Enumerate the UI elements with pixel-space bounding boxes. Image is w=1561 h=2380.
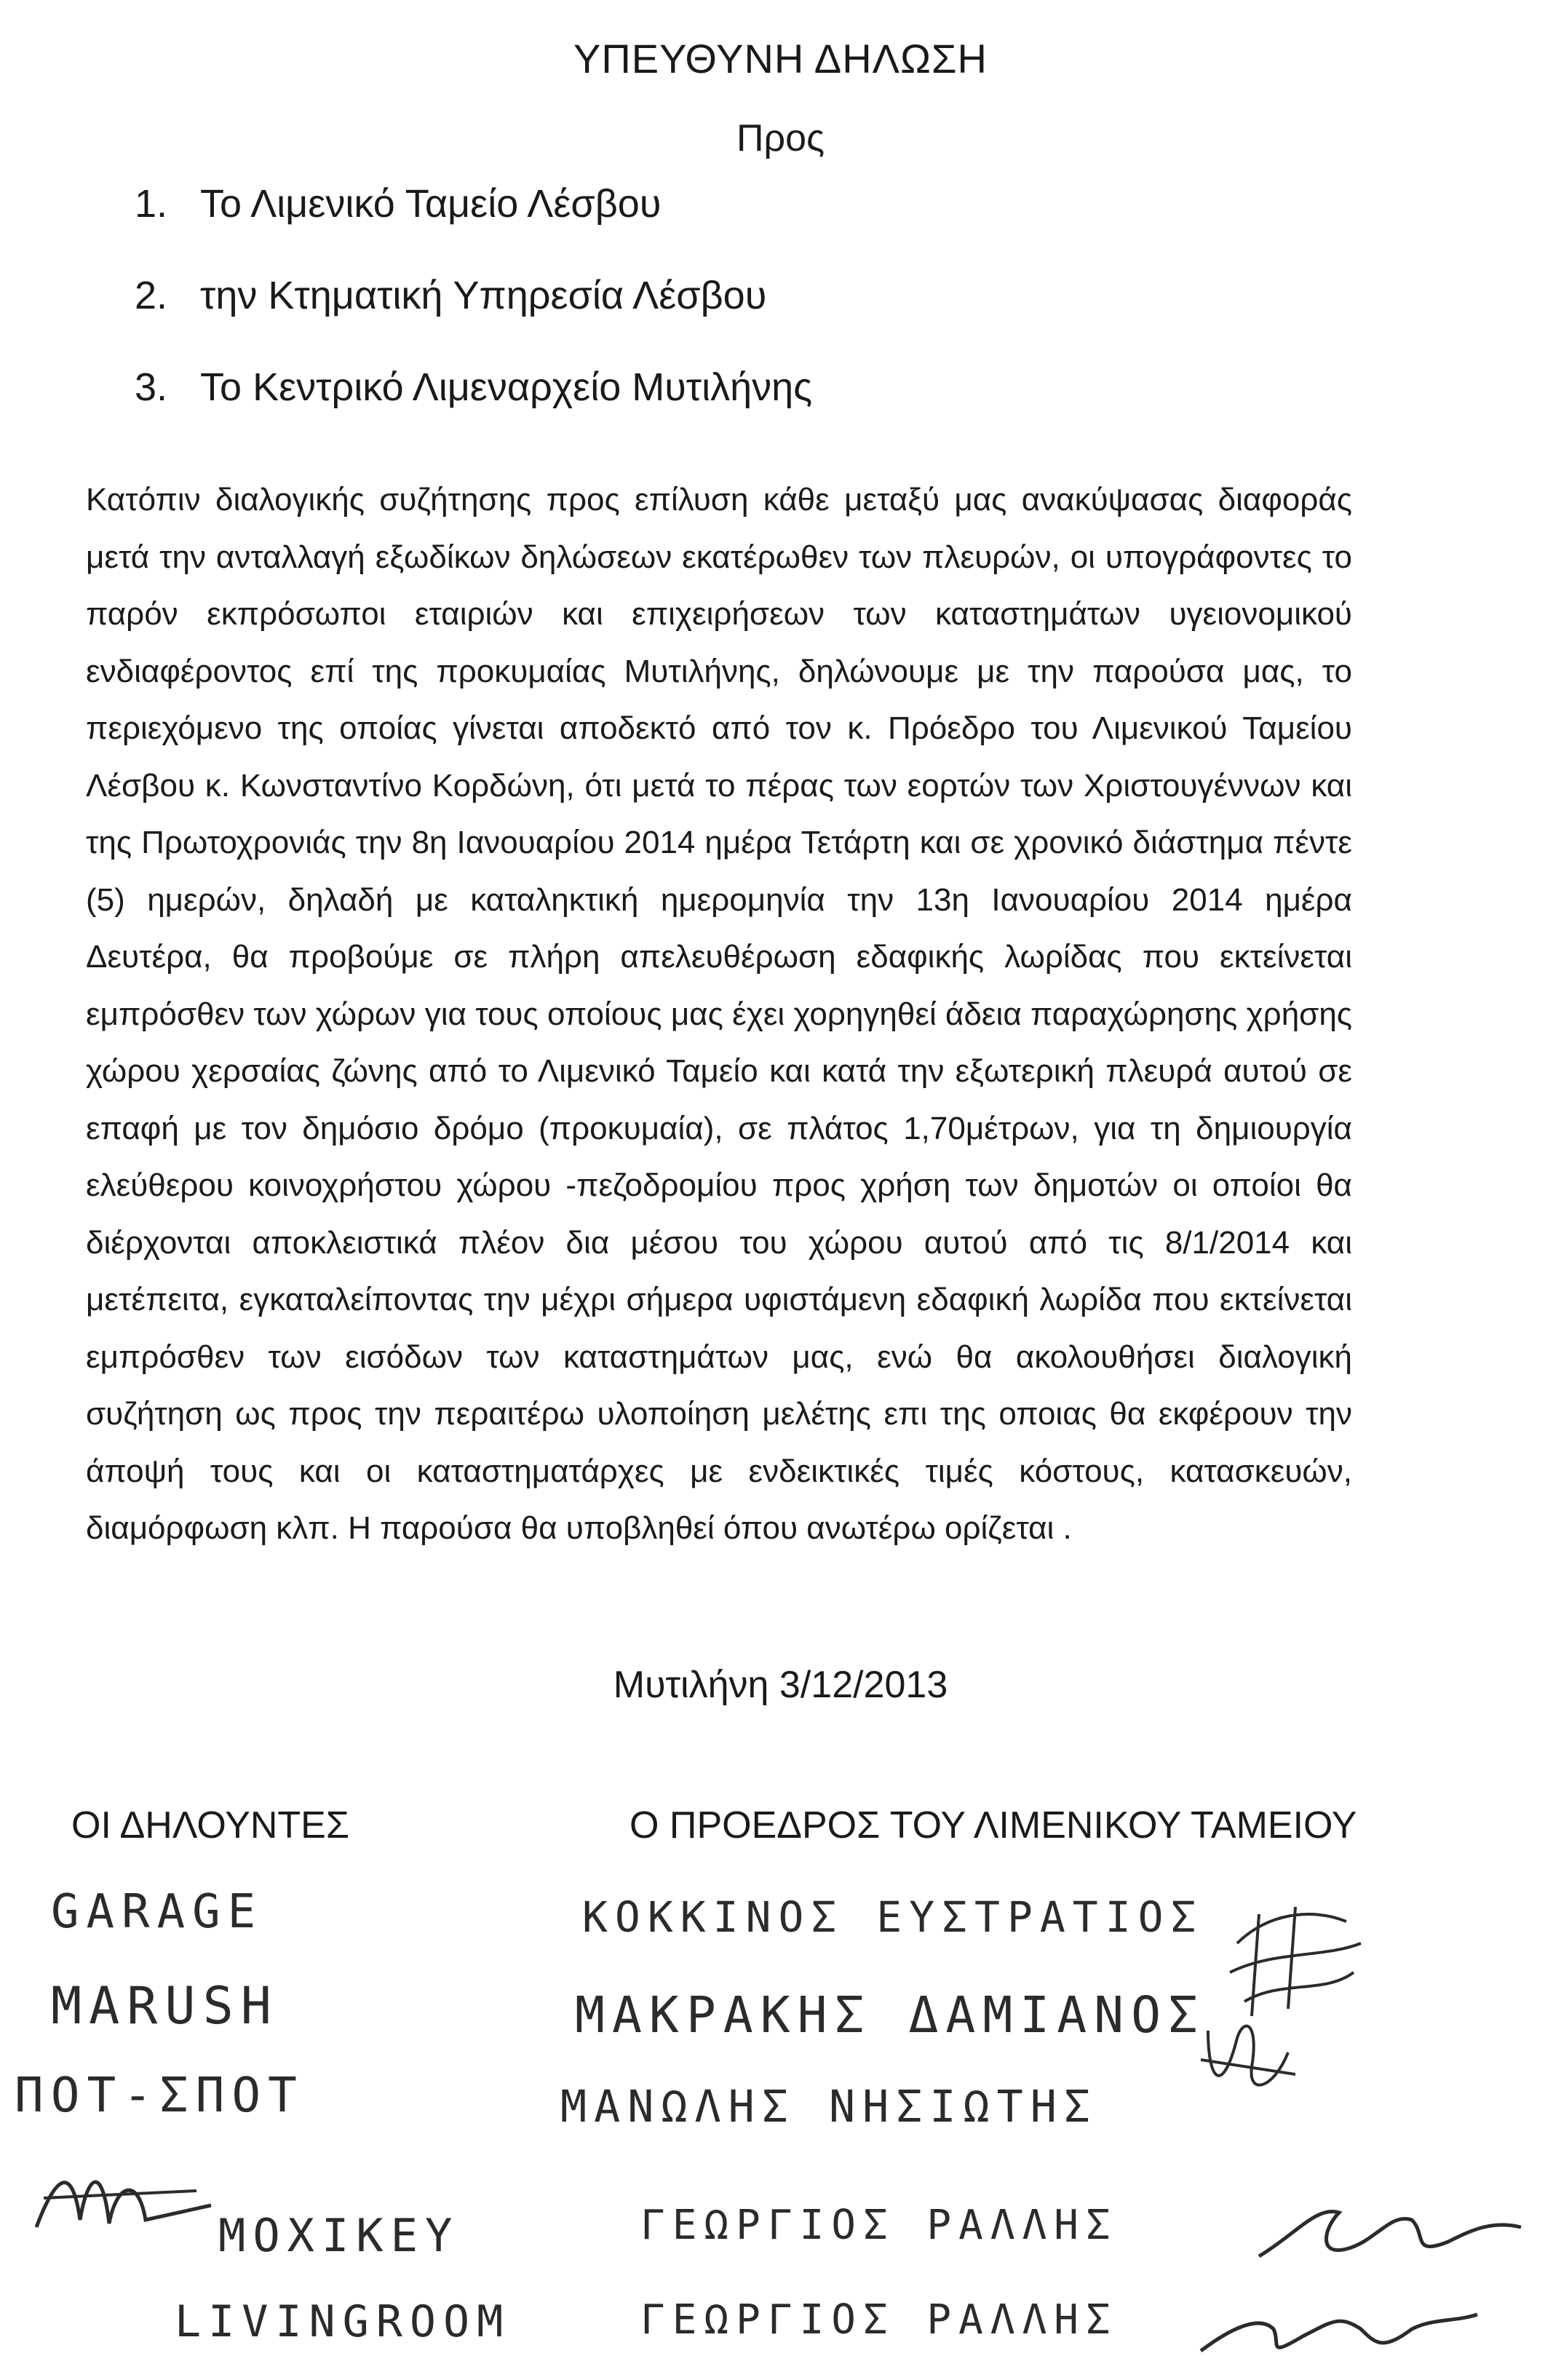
- handwritten-declarant: MARUSH: [51, 1976, 279, 2036]
- president-title: Ο ΠΡΟΕΔΡΟΣ ΤΟΥ ΛΙΜΕΝΙΚΟΥ ΤΑΜΕΙΟΥ: [629, 1804, 1357, 1847]
- document-title: ΥΠΕΥΘΥΝΗ ΔΗΛΩΣΗ: [573, 36, 988, 82]
- signature-scribble: [1252, 2191, 1528, 2271]
- handwritten-declarant: MOXIKEY: [218, 2209, 460, 2262]
- recipient-list: [135, 178, 812, 453]
- to-label: Προς: [736, 117, 825, 159]
- recipient-item: 1. Το Λιμενικό Ταμείο Λέσβου: [135, 182, 662, 226]
- declaration-body: Κατόπιν διαλογικής συζήτησης προς επίλυση κάθε μεταξύ μας ανακύψασας διαφοράς μετά την ανταλλαγή εξωδίκων δηλώσεων εκατέρωθεν των πλευρών, οι υπογράφοντες το παρόν εκπρόσωποι εταιριών και επιχειρήσεων των καταστημάτων υγειονομικού ενδιαφέροντος επί της προκυμαίας Μυτιλήνης, δηλώνουμε με την παρούσα μας, το περιεχόμενο της οποίας γίνεται αποδεκτό από τον κ. Πρόεδρο του Λιμενικού Ταμείου Λέσβου κ. Κωνσταντίνο Κορδώνη, ότι μετά το πέρας των εορτών των Χριστουγέννων και της Πρωτοχρονιάς την 8η Ιανουαρίου 2014 ημέρα Τετάρτη και σε χρονικό διάστημα πέντε (5) ημερών, δηλαδή με καταληκτική ημερομηνία την 13η Ιανουαρίου 2014 ημέρα Δευτέρα, θα προβούμε σε πλήρη απελευθέρωση εδαφικής λωρίδας που εκτείνεται εμπρόσθεν των χώρων για τους οποίους μας έχει χορηγηθεί άδεια παραχώρησης χρήσης χώρου χερσαίας ζώνης από το Λιμενικό Ταμείο και κατά την εξωτερική πλευρά αυτού σε επαφή με τον δημόσιο δρόμο (προκυμαία), σε πλάτος 1,70μέτρων, για τη δημιουργία ελεύθερου κοινοχρήστου χώρου -πεζοδρομίου προς χρήση των δημοτών οι οποίοι θα διέρχονται αποκλειστικά πλέον δια μέσου του χώρου αυτού από τις 8/1/2014 και μετέπειτα, εγκαταλείποντας την μέχρι σήμερα υφιστάμενη εδαφική λωρίδα που εκτείνεται εμπρόσθεν των εισόδων των καταστημάτων μας, ενώ θα ακολουθήσει διαλογική συζήτηση ως προς την περαιτέρω υλοποίηση μελέτης επι της οποιας θα εκφέρουν την άποψή τους και οι καταστηματάρχες με ενδεικτικές τιμές κόστους, κατασκευών, διαμόρφωση κλπ. Η παρούσα θα υποβληθεί όπου ανωτέρω ορίζεται .: [86, 482, 1352, 1546]
- handwritten-declarant: LIVINGROOM: [175, 2296, 511, 2347]
- signature-scribble: [1223, 1900, 1368, 2023]
- signature-scribble: [1193, 2285, 1485, 2365]
- handwritten-declarant: ΠΟΤ-ΣΠΟΤ: [15, 2067, 304, 2123]
- handwritten-declarant: GARAGE: [51, 1885, 263, 1939]
- handwritten-name: ΚΟΚΚΙΝΟΣ ΕΥΣΤΡΑΤΙΟΣ: [582, 1892, 1204, 1942]
- handwritten-name: ΓΕΩΡΓΙΟΣ ΡΑΛΛΗΣ: [640, 2202, 1118, 2249]
- handwritten-name: ΓΕΩΡΓΙΟΣ ΡΑΛΛΗΣ: [640, 2296, 1118, 2344]
- declarants-title: ΟΙ ΔΗΛΟΥΝΤΕΣ: [71, 1804, 350, 1847]
- recipient-item: 2. την Κτηματική Υπηρεσία Λέσβου: [135, 274, 767, 317]
- signature-scribble: [29, 2154, 218, 2242]
- handwritten-name: ΜΑΚΡΑΚΗΣ ΔΑΜΙΑΝΟΣ: [575, 1987, 1205, 2044]
- handwritten-name: ΜΑΝΩΛΗΣ ΝΗΣΙΩΤΗΣ: [560, 2082, 1097, 2133]
- place-date: Μυτιλήνη 3/12/2013: [613, 1664, 948, 1706]
- signature-scribble: [1193, 2009, 1303, 2103]
- recipient-item: 3. Το Κεντρικό Λιμεναρχείο Μυτιλήνης: [135, 365, 813, 409]
